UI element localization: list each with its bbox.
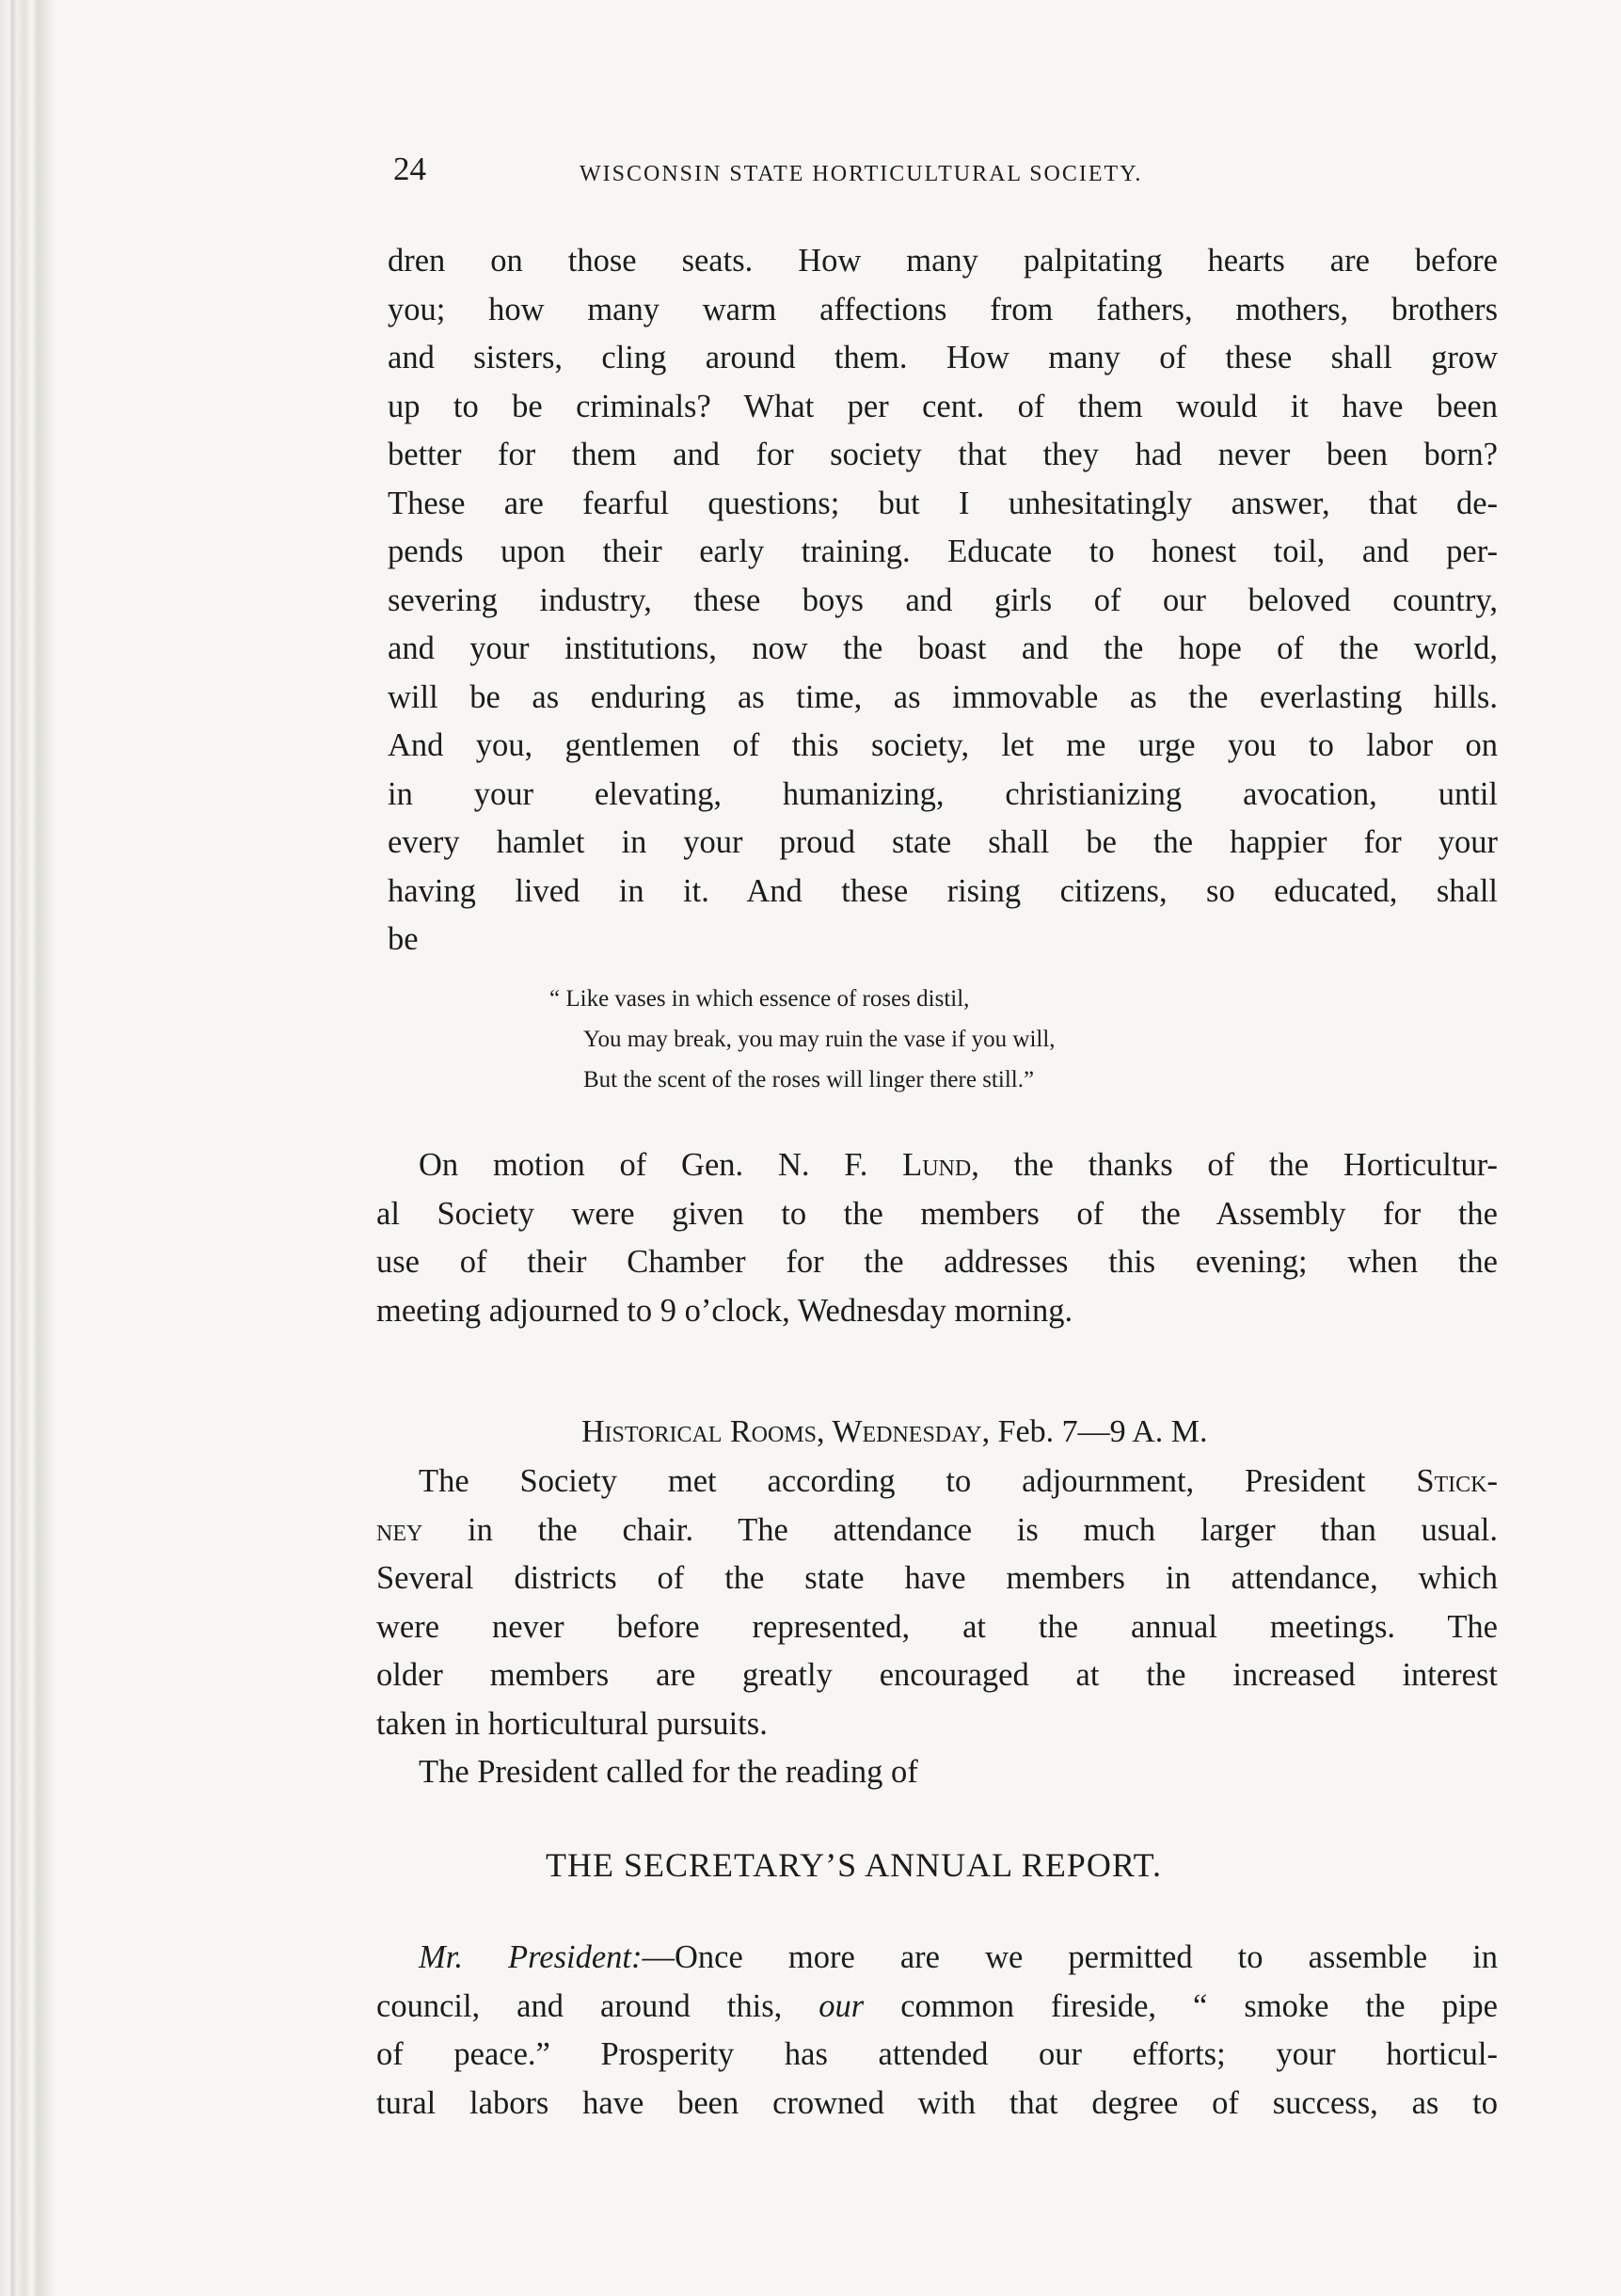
text-line: tural labors have been crowned with that degree of success, as to [376, 2084, 1498, 2121]
poem-quote [549, 979, 1056, 1100]
text-fragment: council, and around this, [376, 1987, 819, 2024]
text-line: These are fearful questions; but I unhesitatingly answer, that de- [388, 485, 1498, 521]
text-line: be [388, 921, 419, 957]
text-line: up to be criminals? What per cent. of them would it have been [388, 388, 1498, 424]
text-line: better for them and for society that they had never been born? [388, 437, 1498, 472]
book-binding-edge [0, 0, 55, 2296]
text-line: And you, gentlemen of this society, let me urge you to labor on [388, 727, 1498, 763]
person-name: ney [376, 1511, 423, 1548]
text-line: dren on those seats. How many palpitating hearts are before [388, 243, 1498, 279]
text-line: meeting adjourned to 9 o’clock, Wednesday morning. [376, 1292, 1073, 1329]
text-line: in your elevating, humanizing, christianizing avocation, until [388, 775, 1498, 812]
paragraph-1 [388, 237, 1498, 965]
text-line: pends upon their early training. Educate to honest toil, and per- [388, 534, 1498, 569]
text-line: and your institutions, now the boast and the hope of the world, [388, 630, 1498, 666]
text-fragment: , the thanks of the Horticultur- [971, 1147, 1499, 1183]
text-line [376, 1141, 1498, 1190]
text-line [376, 1458, 1498, 1507]
person-name: Lund [902, 1147, 972, 1183]
text-fragment: in the chair. The attendance is much larger than usual. [422, 1511, 1498, 1548]
paragraph-3 [376, 1458, 1498, 1797]
emphasis: our [818, 1987, 865, 2024]
person-name: Stick- [1416, 1463, 1498, 1499]
page-number: 24 [393, 151, 426, 187]
dateline-place: Historical Rooms, Wednesday, [581, 1414, 991, 1449]
text-line: every hamlet in your proud state shall be the happier for your [388, 824, 1498, 860]
section-title: THE SECRETARY’S ANNUAL REPORT. [546, 1846, 1162, 1884]
text-line: older members are greatly encouraged at the increased interest [376, 1657, 1498, 1693]
text-line: al Society were given to the members of the Assembly for the [376, 1195, 1498, 1232]
text-line: use of their Chamber for the addresses this evening; when the [376, 1244, 1498, 1280]
text-line: having lived in it. And these rising citizens, so educated, shall [388, 872, 1498, 909]
paragraph-5 [376, 1934, 1498, 2128]
text-line: and sisters, cling around them. How many of these shall grow [388, 340, 1498, 375]
text-line [376, 1983, 1498, 2032]
text-line: will be as enduring as time, as immovable as the everlasting hills. [388, 678, 1498, 715]
text-line [376, 1934, 1498, 1983]
text-fragment: On motion of Gen. N. F. [419, 1147, 903, 1183]
text-line: Several districts of the state have members in attendance, which [376, 1560, 1498, 1596]
text-line: were never before represented, at the annual meetings. The [376, 1608, 1498, 1645]
poem-line: You may break, you may ruin the vase if you will, [583, 1027, 1056, 1052]
text-fragment: —Once more are we permitted to assemble in [642, 1939, 1498, 1975]
poem-line: But the scent of the roses will linger there still.” [583, 1067, 1035, 1092]
text-line: severing industry, these boys and girls of our beloved country, [388, 582, 1498, 618]
running-title: WISCONSIN STATE HORTICULTURAL SOCIETY. [580, 162, 1143, 186]
text-fragment: common fireside, “ smoke the pipe [864, 1987, 1498, 2024]
text-line: taken in horticultural pursuits. [376, 1705, 768, 1742]
poem-line: “ Like vases in which essence of roses distil, [549, 986, 970, 1012]
book-page [376, 151, 1505, 2121]
dateline-date: Feb. 7—9 A. M. [997, 1414, 1208, 1449]
running-head [376, 151, 1505, 196]
text-line: you; how many warm affections from fathers, mothers, brothers [388, 291, 1498, 327]
salutation: Mr. President: [419, 1939, 643, 1975]
text-fragment: The Society met according to adjournment, President [419, 1463, 1417, 1499]
paragraph-2 [376, 1141, 1498, 1335]
dateline [581, 1413, 1208, 1451]
text-line: of peace.” Prosperity has attended our efforts; your horticul- [376, 2036, 1498, 2072]
text-line [376, 1507, 1498, 1555]
text-line: The President called for the reading of [419, 1754, 918, 1790]
